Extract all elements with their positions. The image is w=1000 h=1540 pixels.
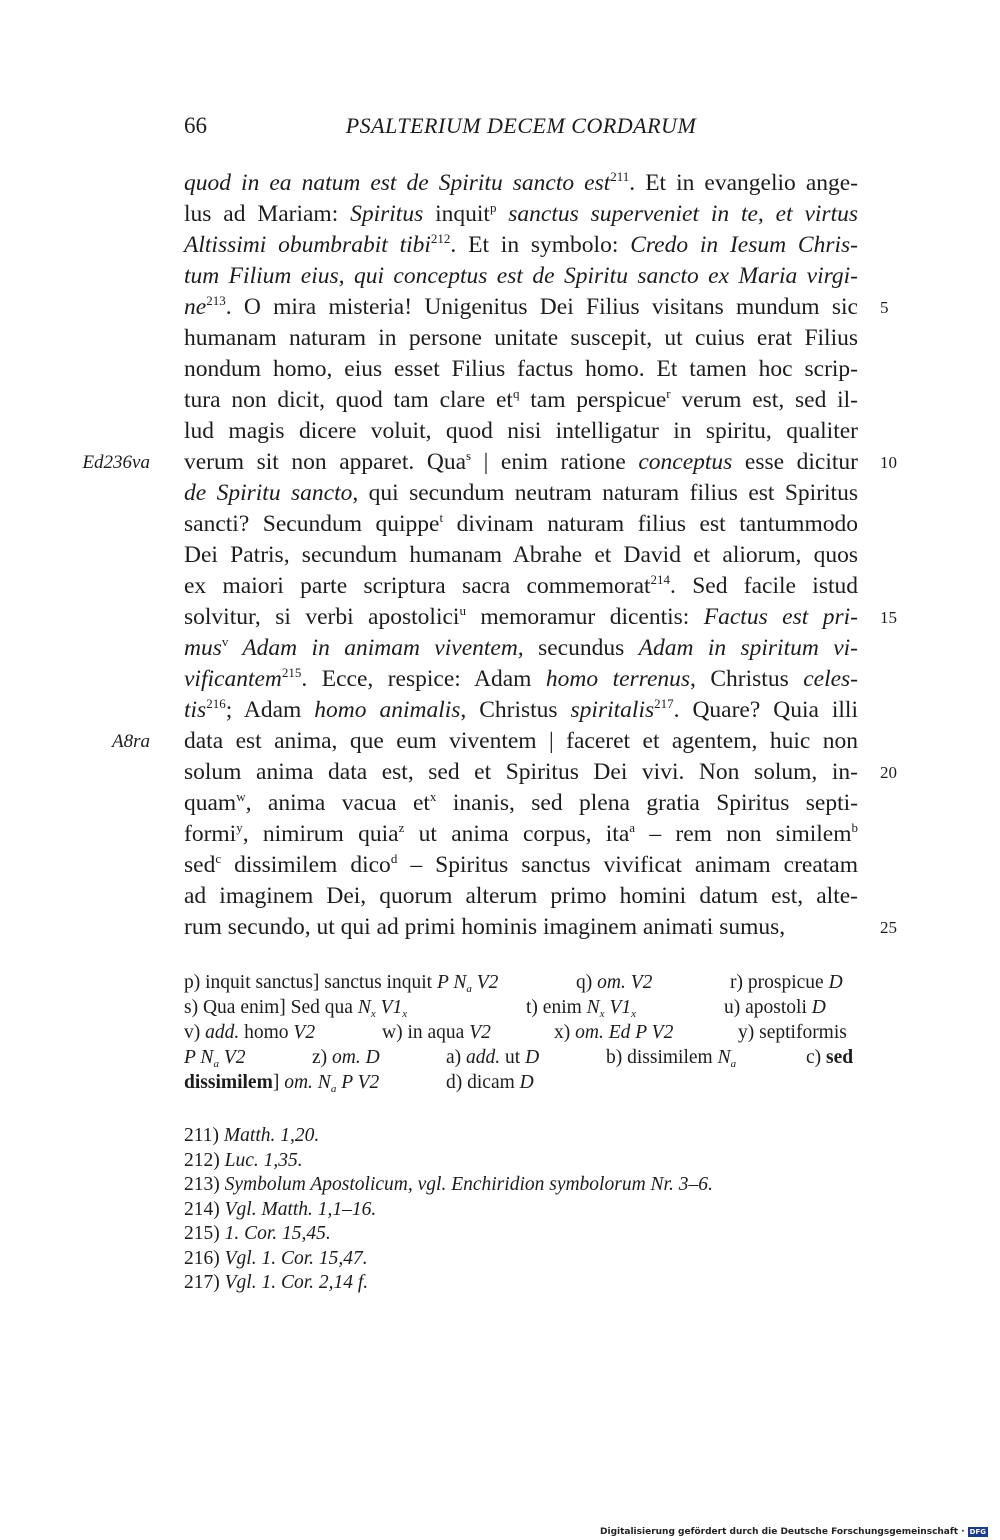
apparatus-line [184, 1020, 858, 1045]
line-number: 20 [880, 763, 897, 782]
text-line: lud magis dicere voluit, quod nisi intelligatur in spiritu, qualiter [184, 418, 858, 444]
apparatus-entry: x) om. Ed P V2 [554, 1022, 674, 1043]
text-line: mus$^v$ Adam in animam viventem, secundus Adam in spiritum vi- [184, 634, 858, 661]
text-line: rum secundo, ut qui ad primi hominis imaginem animati sumus, [184, 914, 786, 940]
credit-text: Digitalisierung gefördert durch die Deutsche Forschungsgemeinschaft · [600, 1527, 965, 1537]
apparatus-entry: d) dicam D [446, 1072, 534, 1093]
text-line: nondum homo, eius esset Filius factus homo. Et tamen hoc scrip- [184, 356, 858, 382]
line-number: 5 [880, 298, 889, 317]
apparatus-entry: t) enim $N_x$ $V1_x$ [526, 997, 636, 1020]
footnote: 217) Vgl. 1. Cor. 2,14 f. [184, 1272, 369, 1293]
footnote: 216) Vgl. 1. Cor. 15,47. [184, 1247, 368, 1269]
text-line: data est anima, que eum viventem | faceret et agentem, huic non [184, 728, 858, 754]
text-line: sancti? Secundum quippe$^t$ divinam naturam filius est tantummodo [184, 510, 858, 537]
apparatus-entry: u) apostoli D [724, 997, 826, 1018]
apparatus-entry: s) Qua enim] Sed qua $N_x$ $V1_x$ [184, 997, 408, 1020]
apparatus-line [184, 1045, 858, 1070]
text-line: quod in ea natum est de Spiritu sancto est$^{211}$. Et in evangelio ange- [184, 169, 859, 196]
text-line: tis$^{216}$; Adam homo animalis, Christus spiritalis$^{217}$. Quare? Quia illi [184, 696, 858, 723]
text-line: tum Filium eius, qui conceptus est de Spiritu sancto ex Maria virgi- [184, 263, 858, 289]
marginal-siglum: Ed236va [82, 452, 150, 473]
text-line: lus ad Mariam: Spiritus inquit$^p$ sanctus superveniet in te, et virtus [184, 200, 858, 227]
text-line: ad imaginem Dei, quorum alterum primo homini datum est, alte- [184, 883, 858, 909]
line-number: 25 [880, 918, 897, 937]
text-line: solum anima data est, sed et Spiritus Dei vivi. Non solum, in- [184, 759, 858, 785]
apparatus-entry: c) sed [806, 1047, 854, 1068]
marginal-siglum: A8ra [112, 731, 150, 752]
apparatus-entry: w) in aqua V2 [382, 1022, 491, 1043]
line-number: 10 [880, 453, 897, 472]
apparatus-entry: dissimilem] om. $N_a$ P V2 [184, 1072, 380, 1095]
text-line: $ne^{213}$. O mira misteria! Unigenitus Dei Filius visitans mundum sic [184, 293, 858, 320]
footnote: 214) Vgl. Matth. 1,1–16. [184, 1198, 377, 1220]
apparatus-line [184, 970, 858, 995]
footnote: 213) Symbolum Apostolicum, vgl. Enchiridion symbolorum Nr. 3–6. [184, 1174, 713, 1195]
text-line: quam$^w$, anima vacua $et^x$ inanis, sed plena gratia Spiritus septi- [184, 789, 858, 816]
footnote: 211) Matth. 1,20. [184, 1125, 320, 1146]
apparatus-entry: a) add. ut D [446, 1047, 540, 1068]
text-line: Dei Patris, secundum humanam Abrahe et David et aliorum, quos [184, 542, 858, 568]
page-header [184, 113, 858, 145]
footnote: 215) 1. Cor. 15,45. [184, 1223, 331, 1244]
apparatus-line [184, 1070, 858, 1095]
apparatus-entry: p) inquit sanctus] sanctus inquit P $N_a$ V2 [184, 972, 499, 995]
apparatus-entry: b) dissimilem $N_a$ [606, 1047, 737, 1070]
text-line: Altissimi obumbrabit tibi$^{212}$. Et in symbolo: Credo in Iesum Chris- [184, 231, 858, 258]
text-line: ex maiori parte scriptura sacra commemorat$^{214}$. Sed facile istud [184, 572, 858, 599]
footnote: 212) Luc. 1,35. [184, 1149, 303, 1171]
line-number: 15 [880, 608, 897, 627]
text-line: humanam naturam in persone unitate suscepit, ut cuius erat Filius [184, 325, 858, 351]
text-line: vificantem$^{215}$. Ecce, respice: Adam homo terrenus, Christus celes- [184, 665, 858, 692]
running-title: PSALTERIUM DECEM CORDARUM [345, 113, 697, 138]
text-line: formi$^y$, nimirum quia$^z$ ut anima corpus, ita$^a$ – rem non similem$^b$ [184, 820, 858, 847]
apparatus-entry: q) om. V2 [576, 972, 653, 993]
main-text [184, 168, 858, 943]
apparatus-entry: v) add. homo V2 [184, 1022, 316, 1043]
apparatus-entry: P $N_a$ V2 [184, 1047, 246, 1070]
page-number: 66 [184, 113, 207, 138]
apparatus-entry: z) om. D [312, 1047, 380, 1068]
dfg-logo: DFG [969, 1528, 986, 1536]
text-line: tura non dicit, quod tam clare $et^q$ tam perspicue$^r$ verum est, sed il- [184, 386, 858, 413]
apparatus-entry: y) septiformis [738, 1022, 847, 1043]
text-line: sed$^c$ dissimilem dico$^d$ – Spiritus sanctus vivificat animam creatam [184, 851, 858, 878]
digitization-credit [600, 1526, 988, 1538]
apparatus-line [184, 995, 858, 1020]
text-line: de Spiritu sancto, qui secundum neutram naturam filius est Spiritus [184, 480, 858, 506]
apparatus-entry: r) prospicue D [730, 972, 843, 993]
footnotes [184, 1124, 858, 1296]
critical-apparatus [184, 970, 858, 1095]
text-line: verum sit non apparet. Qua$^s$ | enim ratione conceptus esse dicitur [184, 448, 858, 475]
text-line: solvitur, si verbi apostolici$^u$ memoramur dicentis: Factus est pri- [184, 603, 858, 630]
